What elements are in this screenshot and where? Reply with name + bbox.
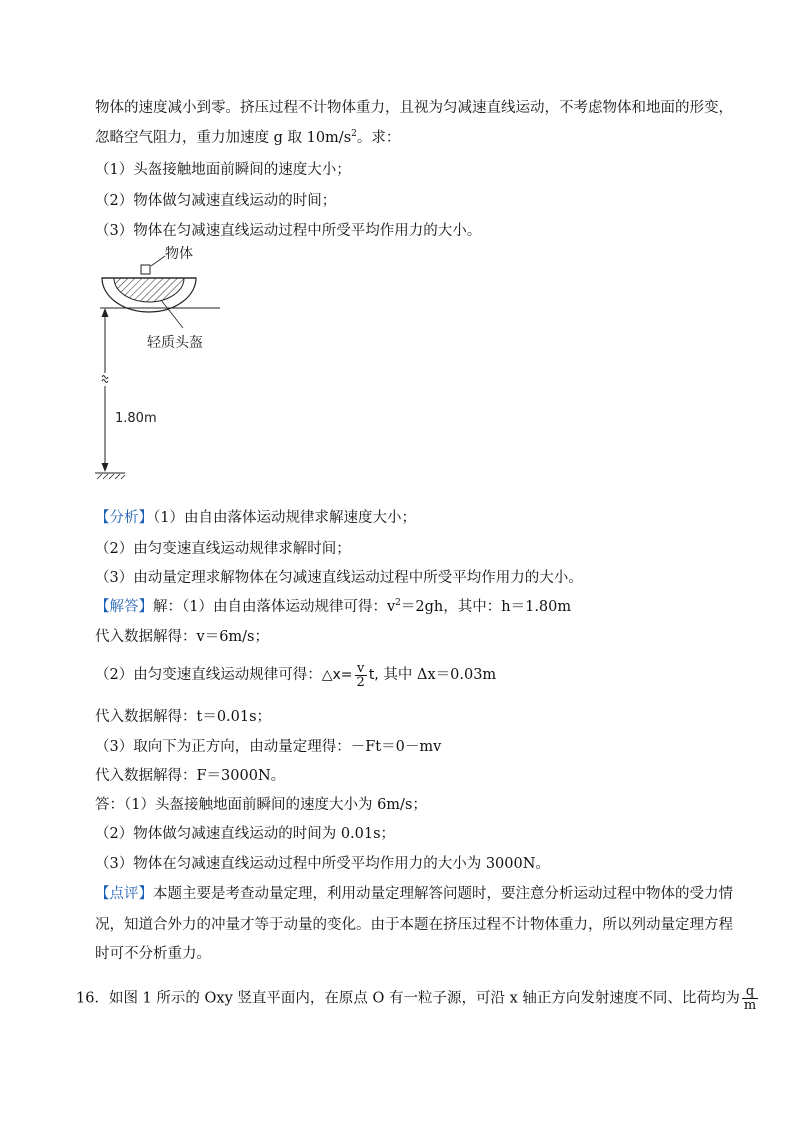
solution-line-1	[95, 597, 571, 617]
superscript: 2	[395, 598, 401, 608]
fraction-denominator: 2	[356, 674, 365, 690]
answer-line-2: （2）物体做匀减速直线运动的时间为 0.01s；	[95, 826, 396, 842]
solution-line-6: 代入数据解得：F＝3000N。	[95, 768, 286, 784]
solution-line-4: 代入数据解得：t＝0.01s；	[95, 709, 272, 725]
question-number: 16．	[76, 990, 109, 1007]
analysis-tag: 【分析】	[95, 510, 153, 526]
comment-line-1	[95, 884, 733, 904]
formula-delta-x: △x=	[321, 667, 353, 683]
analysis-line-2: （2）由匀变速直线运动规律求解时间；	[95, 541, 351, 557]
comment-tag: 【点评】	[95, 886, 153, 902]
fraction-q-over-m	[742, 985, 758, 1012]
solution-line-3	[95, 660, 496, 690]
question-2: （2）物体做匀减速直线运动的时间；	[95, 193, 337, 209]
solution-line-5: （3）取向下为正方向，由动量定理得：－Ft＝0－mv	[95, 739, 442, 755]
question-3: （3）物体在匀减速直线运动过程中所受平均作用力的大小。	[95, 223, 482, 239]
solution-text-3b: 其中 Δx＝0.03m	[383, 667, 497, 683]
question-16-text: 如图 1 所示的 Oxy 竖直平面内，在原点 O 有一粒子源，可沿 x 轴正方向发射速度不同、比荷均为	[108, 990, 740, 1007]
comment-line-2: 况，知道合外力的冲量才等于动量的变化。由于本题在挤压过程不计物体重力，所以列动量定理方程	[95, 917, 733, 933]
superscript: 2	[351, 129, 357, 139]
analysis-line-1	[95, 508, 416, 528]
break-mark-icon	[102, 376, 108, 383]
formula-t: t,	[368, 667, 379, 683]
helmet-label: 轻质头盔	[147, 335, 203, 351]
solution-tag: 【解答】	[95, 599, 153, 615]
ground-hatch	[97, 474, 125, 479]
fraction-denominator: m	[743, 998, 757, 1013]
object-leader-line	[151, 256, 165, 266]
intro-line-1: 物体的速度减小到零。挤压过程不计物体重力，且视为匀减速直线运动，不考虑物体和地面的形变，	[95, 100, 733, 116]
intro-line-2-end: 。求：	[356, 130, 401, 146]
object-block	[141, 265, 150, 274]
answer-line-3: （3）物体在匀减速直线运动过程中所受平均作用力的大小为 3000N。	[95, 856, 550, 872]
arrow-up-icon	[102, 308, 109, 317]
comment-line-3: 时可不分析重力。	[95, 946, 211, 962]
comment-text-1: 本题主要是考查动量定理，利用动量定理解答问题时，要注意分析运动过程中物体的受力情	[153, 886, 733, 902]
answer-line-1: 答：（1）头盔接触地面前瞬间的速度大小为 6m/s；	[95, 797, 427, 813]
analysis-line-3: （3）由动量定理求解物体在匀减速直线运动过程中所受平均作用力的大小。	[95, 570, 583, 586]
solution-text-1b: ＝2gh，其中：h＝1.80m	[400, 599, 572, 615]
fraction-v-over-2	[355, 662, 367, 689]
analysis-text-1: （1）由自由落体运动规律求解速度大小；	[153, 510, 416, 526]
question-16-line	[76, 985, 760, 1012]
solution-text-1a: 解：（1）由自由落体运动规律可得：v	[153, 599, 396, 615]
height-label: 1.80m	[115, 411, 157, 426]
object-label: 物体	[165, 246, 193, 262]
intro-line-2-text: 忽略空气阻力，重力加速度 g 取 10m/s	[95, 130, 352, 146]
question-1: （1）头盔接触地面前瞬间的速度大小；	[95, 162, 351, 178]
arrow-down-icon	[102, 463, 109, 472]
fraction-numerator: q	[742, 985, 758, 999]
helmet-drop-figure	[95, 240, 225, 480]
intro-line-2	[95, 128, 400, 148]
solution-text-3a: （2）由匀变速直线运动规律可得：	[95, 667, 322, 683]
solution-line-2: 代入数据解得：v＝6m/s；	[95, 629, 269, 645]
fraction-numerator: v	[355, 662, 367, 676]
